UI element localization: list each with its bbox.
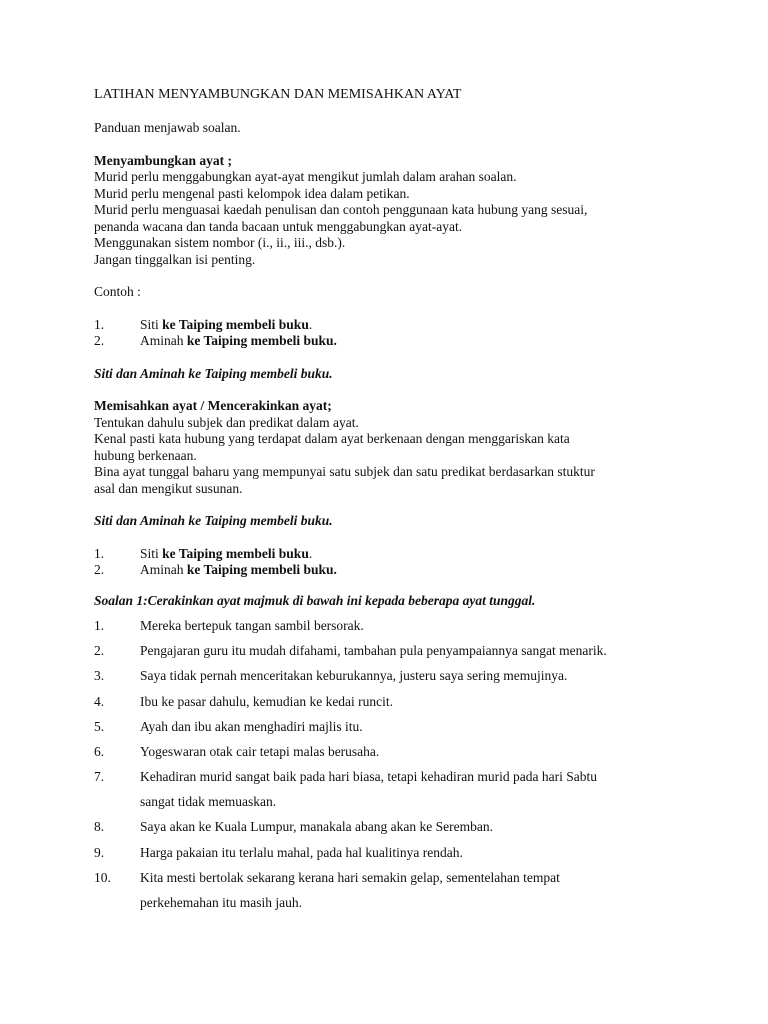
question-number: 9. <box>94 844 105 860</box>
spacer <box>94 301 694 317</box>
question-number: 1. <box>94 618 105 633</box>
join-heading: Menyambungkan ayat ; <box>94 152 233 168</box>
question-text <box>140 618 694 634</box>
item-number: 1. <box>94 545 105 561</box>
join-line: Jangan tinggalkan isi penting. <box>94 251 256 267</box>
question-item <box>94 819 694 835</box>
spacer <box>94 137 694 153</box>
question-item <box>94 719 694 735</box>
spacer <box>94 350 694 366</box>
example-item <box>94 333 694 350</box>
question-number: 4. <box>94 693 105 709</box>
question-text <box>140 694 694 710</box>
question-number: 6. <box>94 743 105 759</box>
question-text <box>140 870 694 911</box>
question-item <box>94 744 694 760</box>
join-line: penanda wacana dan tanda bacaan untuk menggabungkan ayat-ayat. <box>94 218 463 234</box>
join-line: Murid perlu mengenal pasti kelompok idea dalam petikan. <box>94 185 410 201</box>
item-text <box>140 317 694 334</box>
question-text <box>140 819 694 835</box>
split-line: Bina ayat tunggal baharu yang mempunyai satu subjek dan satu predikat berdasarkan stuktur <box>94 464 595 479</box>
question-item <box>94 769 694 810</box>
question-line: Ibu ke pasar dahulu, kemudian ke kedai runcit. <box>140 693 394 709</box>
document-title: LATIHAN MENYAMBUNGKAN DAN MEMISAHKAN AYAT <box>94 87 462 102</box>
item-text <box>140 562 694 579</box>
item-text <box>140 546 694 563</box>
predicate-text: ke Taiping membeli buku <box>162 545 309 561</box>
example-result: Siti dan Aminah ke Taiping membeli buku. <box>94 365 333 381</box>
question-text <box>140 668 694 684</box>
question-text <box>140 769 694 810</box>
subject-text: Aminah <box>140 333 187 348</box>
question-text <box>140 845 694 861</box>
question-number: 2. <box>94 643 105 659</box>
subject-text: Siti <box>140 316 163 332</box>
predicate-text: ke Taiping membeli buku. <box>186 562 337 577</box>
spacer <box>94 530 694 546</box>
question-item <box>94 845 694 861</box>
punctuation: . <box>308 545 313 561</box>
example-item <box>94 317 694 334</box>
example-item <box>94 562 694 579</box>
question-number: 8. <box>94 819 105 835</box>
join-line: Menggunakan sistem nombor (i., ii., iii., dsb.). <box>94 235 346 250</box>
join-line: Murid perlu menguasai kaedah penulisan dan contoh penggunaan kata hubung yang sesuai, <box>94 202 588 217</box>
spacer <box>94 497 694 513</box>
split-line: hubung berkenaan. <box>94 447 197 463</box>
question-number: 5. <box>94 718 105 734</box>
question-item <box>94 870 694 911</box>
guide-text: Panduan menjawab soalan. <box>94 120 241 135</box>
question-number: 3. <box>94 668 105 684</box>
question-line: Saya tidak pernah menceritakan keburukannya, justeru saya sering memujinya. <box>140 668 568 684</box>
predicate-text: ke Taiping membeli buku. <box>186 333 337 348</box>
question-line: Saya akan ke Kuala Lumpur, manakala abang akan ke Seremban. <box>140 819 493 835</box>
question-line: Ayah dan ibu akan menghadiri majlis itu. <box>140 718 363 734</box>
item-text <box>140 333 694 350</box>
question-text <box>140 643 694 659</box>
document-page <box>94 86 694 920</box>
question-line: Yogeswaran otak cair tetapi malas berusaha. <box>140 743 380 759</box>
question-item <box>94 668 694 684</box>
question-line: Kehadiran murid sangat baik pada hari biasa, tetapi kehadiran murid pada hari Sabtu <box>140 769 597 785</box>
split-line: asal dan mengikut susunan. <box>94 480 243 496</box>
subject-text: Siti <box>140 545 163 561</box>
question-item <box>94 694 694 710</box>
question-number: 10. <box>94 869 111 885</box>
punctuation: . <box>308 316 313 332</box>
question-list <box>94 618 694 911</box>
question-line: Pengajaran guru itu mudah difahami, tambahan pula penyampaiannya sangat menarik. <box>140 643 607 659</box>
question-text <box>140 719 694 735</box>
split-heading: Memisahkan ayat / Mencerakinkan ayat; <box>94 398 332 413</box>
spacer <box>94 382 694 398</box>
question-heading: Soalan 1:Cerakinkan ayat majmuk di bawah ini kepada beberapa ayat tunggal. <box>94 592 536 608</box>
question-line: Harga pakaian itu terlalu mahal, pada hal kualitinya rendah. <box>140 844 463 860</box>
join-line: Murid perlu menggabungkan ayat-ayat mengikut jumlah dalam arahan soalan. <box>94 169 517 184</box>
question-line-continued: sangat tidak memuaskan. <box>140 794 277 810</box>
item-number: 1. <box>94 316 105 332</box>
item-number: 2. <box>94 333 105 348</box>
item-number: 2. <box>94 562 105 577</box>
predicate-text: ke Taiping membeli buku <box>162 316 309 332</box>
question-item <box>94 643 694 659</box>
example-label: Contoh : <box>94 284 141 299</box>
split-line: Kenal pasti kata hubung yang terdapat dalam ayat berkenaan dengan menggariskan kata <box>94 431 570 446</box>
example-source: Siti dan Aminah ke Taiping membeli buku. <box>94 513 333 528</box>
question-line: Mereka bertepuk tangan sambil bersorak. <box>140 618 364 633</box>
spacer <box>94 579 694 593</box>
split-line: Tentukan dahulu subjek dan predikat dalam ayat. <box>94 414 359 430</box>
question-line-continued: perkehemahan itu masih jauh. <box>140 894 302 910</box>
subject-text: Aminah <box>140 562 187 577</box>
question-number: 7. <box>94 769 105 785</box>
question-text <box>140 744 694 760</box>
question-item <box>94 618 694 634</box>
example-item <box>94 546 694 563</box>
spacer <box>94 268 694 284</box>
question-line: Kita mesti bertolak sekarang kerana hari semakin gelap, sementelahan tempat <box>140 869 560 885</box>
